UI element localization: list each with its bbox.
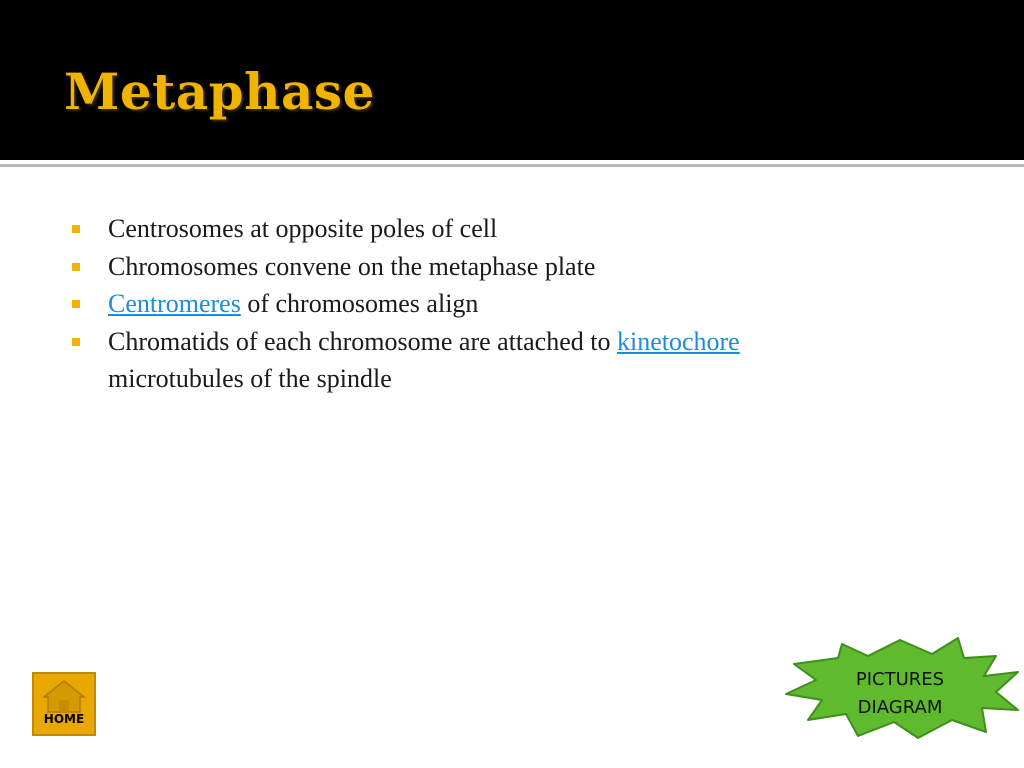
burst-label xyxy=(820,666,980,722)
diagram-label: DIAGRAM xyxy=(857,697,943,718)
square-bullet-icon xyxy=(72,225,80,233)
bullet-item-centrosomes xyxy=(72,210,972,248)
bullet-item-chromosomes xyxy=(72,248,972,286)
pictures-label: PICTURES xyxy=(855,669,945,690)
pictures-diagram-button[interactable] xyxy=(782,636,1024,740)
home-label: HOME xyxy=(43,712,85,726)
bullet-text: Chromosomes convene on the metaphase plate xyxy=(108,251,596,281)
square-bullet-icon xyxy=(72,338,80,346)
square-bullet-icon xyxy=(72,300,80,308)
title-divider-gray xyxy=(0,164,1024,167)
title-bar xyxy=(0,0,1024,160)
bullet-text: of chromosomes align xyxy=(240,289,479,318)
kinetochore-link[interactable]: kinetochore xyxy=(616,326,740,356)
bullet-item-chromatids xyxy=(72,323,972,398)
centromeres-link[interactable]: Centromeres xyxy=(108,289,241,318)
slide-title: Metaphase xyxy=(64,62,375,121)
house-icon xyxy=(40,678,88,714)
square-bullet-icon xyxy=(72,263,80,271)
bullet-text: Centrosomes at opposite poles of cell xyxy=(108,214,498,243)
home-button[interactable] xyxy=(32,672,96,736)
bullet-list xyxy=(72,210,972,398)
bullet-item-centromeres xyxy=(72,285,972,323)
bullet-text-continued: microtubules of the spindle xyxy=(108,364,392,393)
bullet-text: Chromatids of each chromosome are attached to xyxy=(108,326,617,356)
